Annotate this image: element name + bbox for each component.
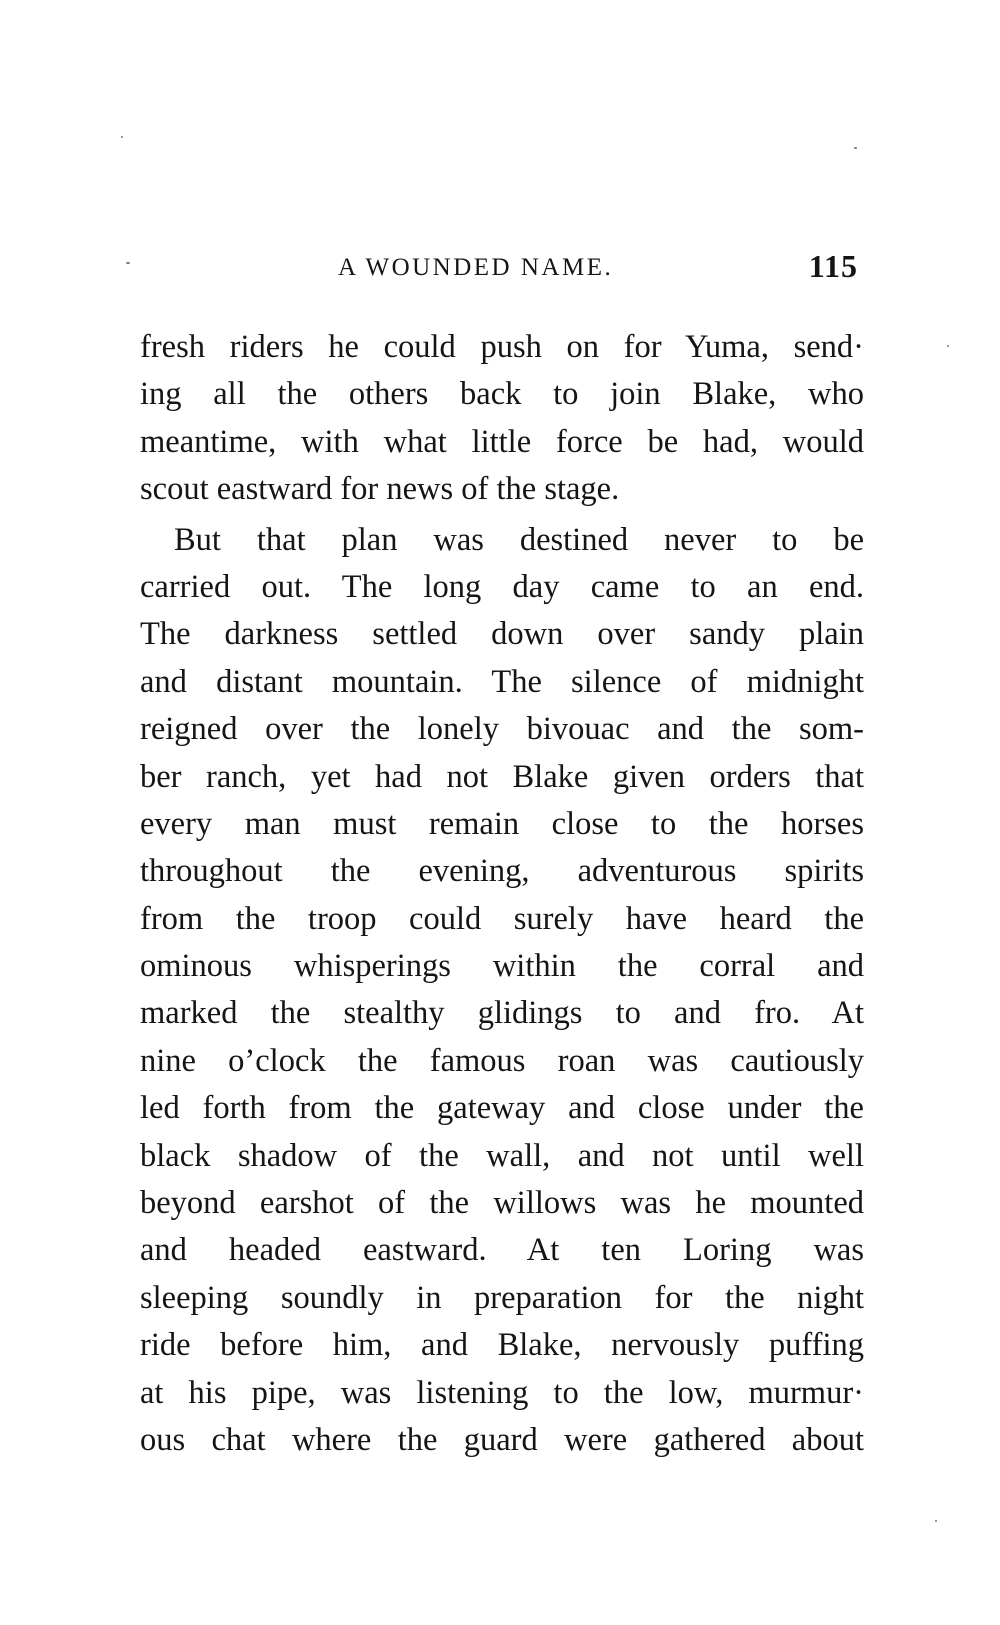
text-line: ominous whisperings within the corral and [140,948,864,985]
text-line: every man must remain close to the horses [140,805,864,842]
ink-speck [935,1520,937,1522]
text-line: beyond earshot of the willows was he mounted [140,1185,864,1222]
text-line: But that plan was destined never to be [174,521,864,558]
text-line: scout eastward for news of the stage. [140,471,620,508]
text-line: ber ranch, yet had not Blake given orders that [140,758,864,795]
text-line: marked the stealthy glidings to and fro. At [140,995,864,1032]
text-line: throughout the evening, adventurous spirits [140,853,864,890]
paragraph-1 [140,324,864,514]
text-line: and distant mountain. The silence of midnight [140,663,864,700]
text-line: ride before him, and Blake, nervously puffing [140,1327,864,1364]
text-line: black shadow of the wall, and not until well [140,1137,864,1174]
page-number: 115 [808,248,858,284]
text-line: led forth from the gateway and close under the [140,1090,864,1127]
text-line: reigned over the lonely bivouac and the som- [140,711,864,748]
text-line: ous chat where the guard were gathered about [140,1421,864,1458]
running-title: A WOUNDED NAME. [338,254,614,281]
paragraph-2 [140,517,864,1465]
text-line: sleeping soundly in preparation for the night [140,1279,864,1316]
body-text [140,324,864,1464]
text-line: The darkness settled down over sandy plain [140,616,864,653]
ink-speck [121,136,123,138]
text-line: from the troop could surely have heard the [140,900,864,937]
text-line: carried out. The long day came to an end. [140,568,864,605]
ink-speck [126,262,130,264]
text-line: fresh riders he could push on for Yuma, send· [140,329,864,365]
text-line: ing all the others back to join Blake, who [140,376,864,413]
text-line: meantime, with what little force be had, would [140,423,864,460]
text-line: and headed eastward. At ten Loring was [140,1232,864,1269]
text-line: at his pipe, was listening to the low, murmur· [140,1374,864,1411]
text-line: nine o’clock the famous roan was cautiously [140,1042,864,1079]
ink-speck [947,345,949,347]
running-head [140,246,864,296]
ink-speck [854,147,857,149]
